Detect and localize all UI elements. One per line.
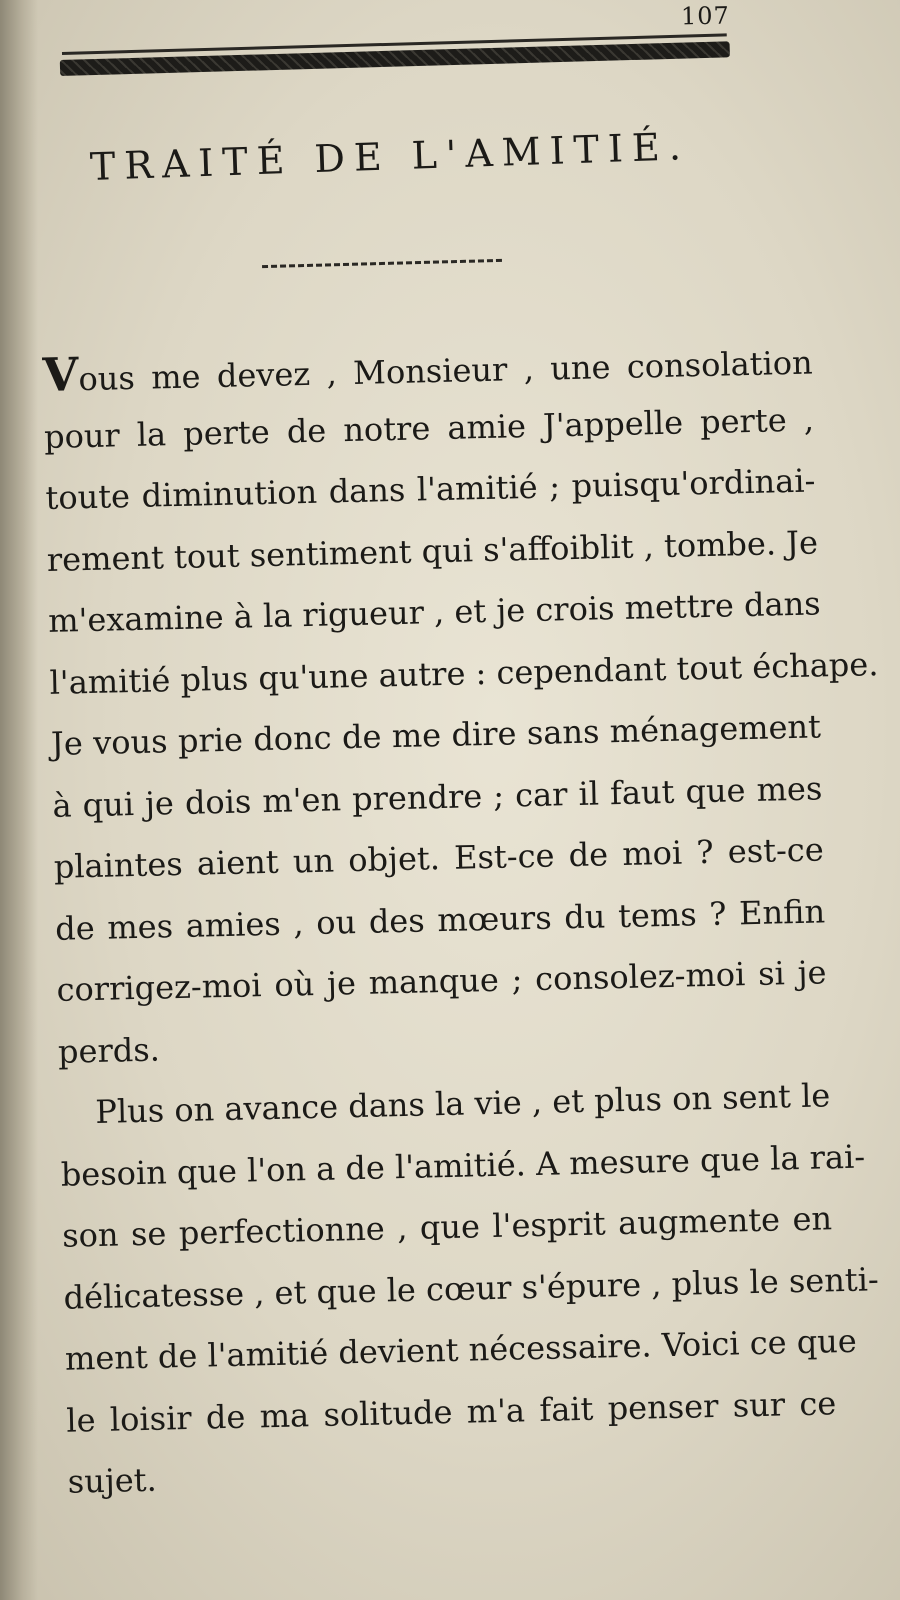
body-text (42, 328, 880, 1514)
drop-cap: V (42, 347, 79, 402)
text-line: le loisir de ma solitude m'a fait penser sur ce (65, 1383, 837, 1440)
page-number: 107 (680, 1, 731, 31)
text-line: m'examine à la rigueur , et je crois mettre dans (47, 584, 822, 640)
text-line: perds. (57, 1030, 161, 1071)
binding-shadow (0, 0, 38, 1600)
text-line: l'amitié plus qu'une autre : cependant tout échape. (49, 644, 879, 702)
text-line: Je vous prie donc de me dire sans ménagement (50, 707, 822, 763)
chapter-title: TRAITÉ DE L'AMITIÉ. (89, 124, 691, 189)
title-dashed-rule (262, 259, 502, 268)
text-line: à qui je dois m'en prendre ; car il faut que mes (52, 768, 823, 825)
text-line: ment de l'amitié devient nécessaire. Voici ce que (64, 1321, 858, 1378)
text-line: sujet. (67, 1460, 158, 1501)
text-line: plaintes aient un objet. Est-ce de moi ? est-ce (53, 830, 825, 886)
text-line: rement tout sentiment qui s'affoiblit , tombe. Je (46, 522, 819, 579)
text-line: besoin que l'on a de l'amitié. A mesure que la rai- (60, 1137, 866, 1194)
text-line: pour la perte de notre amie J'appelle perte , (43, 400, 815, 456)
paragraph-2 (59, 1065, 880, 1513)
header-rule-ornament (60, 41, 730, 76)
text-line: son se perfectionne , que l'esprit augmente en (61, 1199, 833, 1255)
text-line: délicatesse , et que le cœur s'épure , plus le senti- (63, 1259, 880, 1317)
text-line: toute diminution dans l'amitié ; puisqu'ordinai- (45, 461, 816, 517)
text-line: Plus on avance dans la vie , et plus on sent le (94, 1076, 831, 1131)
text-line: de mes amies , ou des mœurs du tems ? Enfin (54, 891, 826, 948)
text-line-content: ous me devez , Monsieur , une consolation (78, 343, 814, 399)
text-line: corrigez-moi où je manque ; consolez-moi si je (56, 953, 827, 1009)
paragraph-1 (42, 328, 879, 1083)
